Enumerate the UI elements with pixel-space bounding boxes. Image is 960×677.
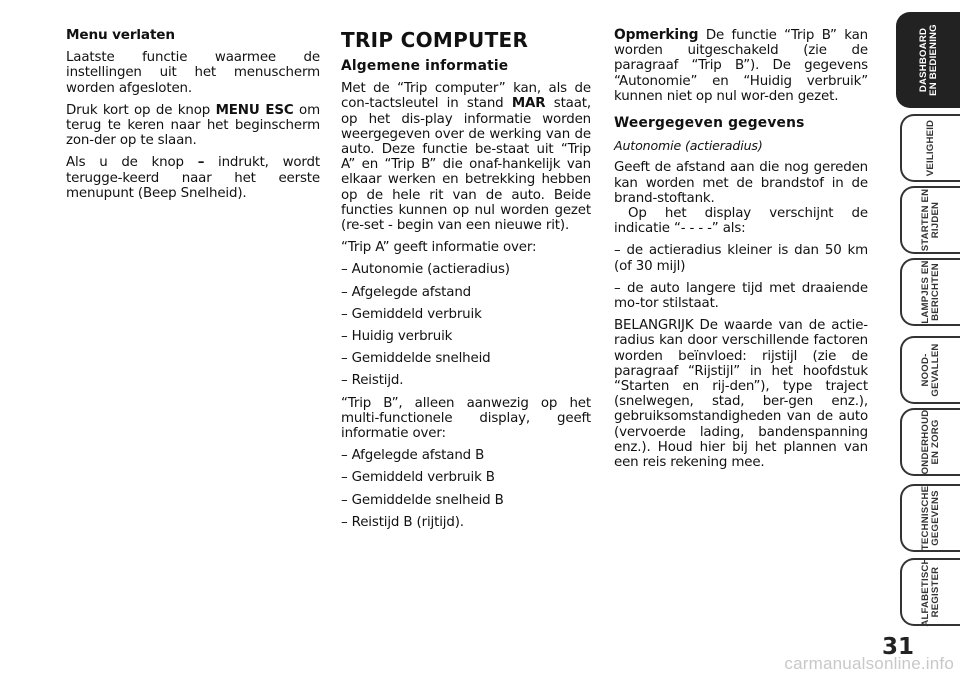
paragraph: Laatste functie waarmee de instellingen uit het menuscherm worden afgesloten. (66, 50, 320, 96)
list-item: – Gemiddelde snelheid (341, 351, 491, 367)
list-item: – Gemiddeld verbruik (341, 306, 482, 322)
note-paragraph: Opmerking De functie “Trip B” kan worden uitgeschakeld (zie de paragraaf “Trip B”). De gegevens “Autonomie” en “Huidig verbruik” kunnen niet op nul wor-den gezet. (614, 27, 868, 104)
italic-heading: Autonomie (actieradius) (614, 138, 763, 154)
paragraph: Met de “Trip computer” kan, als de con-tactsleutel in stand MAR staat, op het dis-play informatie worden weergegeven over de werking van de auto. Deze functie be-staat uit “Trip A” en “Trip B” die onaf-hankelijk van elkaar werken en betrekking hebben op de hele rit van de auto. Beide functies kunnen op nul worden gezet (re-set - begin van een nieuwe rit). (341, 81, 591, 234)
paragraph: Druk kort op de knop MENU ESC om terug te keren naar het beginscherm zon-der op te slaan. (66, 102, 320, 149)
tab-maintenance[interactable]: ONDERHOUD EN ZORG (900, 408, 960, 476)
list-item: – Huidig verbruik (341, 329, 453, 345)
subheading: Weergegeven gegevens (614, 115, 805, 132)
paragraph: Als u de knop – indrukt, wordt terugge-keerd naar het eerste menupunt (Beep Snelheid). (66, 155, 320, 201)
list-item: – Afgelegde afstand (341, 284, 472, 300)
trip-b-intro: “Trip B”, alleen aanwezig op het multi-functionele display, geeft informatie over: (341, 395, 591, 442)
paragraph: Op het display verschijnt de indicatie “- - - -” als: (614, 206, 868, 237)
trip-a-list (341, 262, 591, 388)
list-item: – Reistijd B (rijtijd). (341, 514, 464, 530)
trip-b-list (341, 448, 591, 530)
menu-exit-heading: Menu verlaten (66, 27, 175, 43)
column-middle (341, 28, 591, 537)
list-item: – Autonomie (actieradius) (341, 262, 510, 278)
list-item: – Afgelegde afstand B (341, 448, 485, 464)
paragraph: Geeft de afstand aan die nog gereden kan worden met de brandstof in de brand-stoftank. (614, 160, 868, 206)
important-paragraph: BELANGRIJK De waarde van de actie-radius kan door verschillende factoren worden beïnvloed: rijstijl (zie de paragraaf “Rijstijl” in het hoofdstuk “Starten en rij-den”), type traject (snelwegen, stad, ber-gen enz.), gebruiksomstandigheden van de auto (vervoerde lading, bandenspanning enz.). Houd hier bij het plannen van een reis rekening mee. (614, 318, 868, 471)
list-item: – de auto langere tijd met draaiende mo-tor stilstaat. (614, 280, 868, 312)
list-item: – Gemiddeld verbruik B (341, 470, 495, 486)
note-label: Opmerking (614, 27, 699, 43)
list-item: – Gemiddelde snelheid B (341, 492, 504, 508)
tab-index[interactable]: ALFABETISCH REGISTER (900, 558, 960, 626)
column-right (614, 28, 868, 477)
page-number: 31 (881, 634, 914, 660)
column-left (66, 28, 320, 208)
trip-a-intro: “Trip A” geeft informatie over: (341, 240, 537, 256)
watermark: carmanualsonline.info (784, 654, 954, 673)
tab-dashboard[interactable]: DASHBOARD EN BEDIENING (896, 12, 960, 108)
list-item: – Reistijd. (341, 373, 404, 389)
section-title: TRIP COMPUTER (341, 28, 529, 52)
tab-safety[interactable]: VEILIGHEID (900, 114, 960, 182)
list-item: – de actieradius kleiner is dan 50 km (of 30 mijl) (614, 243, 868, 274)
mar-key: MAR (511, 96, 546, 112)
subheading: Algemene informatie (341, 58, 509, 74)
tab-starting-driving[interactable]: STARTEN EN RIJDEN (900, 186, 960, 254)
tab-emergencies[interactable]: NOOD- GEVALLEN (900, 336, 960, 404)
minus-key: – (197, 155, 205, 171)
tab-technical-data[interactable]: TECHNISCHE GEGEVENS (900, 484, 960, 552)
menu-esc-key: MENU ESC (215, 102, 294, 118)
tab-lights-messages[interactable]: LAMPJES EN BERICHTEN (900, 258, 960, 326)
